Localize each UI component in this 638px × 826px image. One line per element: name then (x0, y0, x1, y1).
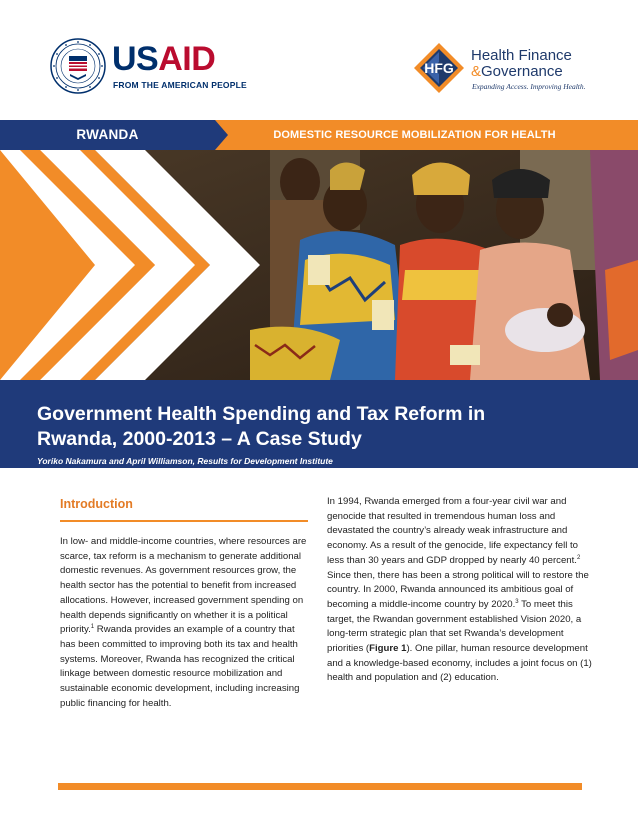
right-column (327, 495, 595, 686)
svg-text:HFG: HFG (424, 60, 454, 76)
hfg-mark-icon (413, 42, 465, 94)
hfg-tagline: Expanding Access. Improving Health. (472, 82, 586, 91)
usaid-seal-icon (50, 38, 106, 94)
band-country-label: RWANDA (76, 127, 139, 142)
hfg-logo (413, 42, 598, 100)
document-title-line2: Rwanda, 2000-2013 – A Case Study (37, 428, 362, 450)
document-title (37, 402, 617, 452)
document-authors: Yoriko Nakamura and April Williamson, Results for Development Institute (37, 456, 333, 466)
series-band (0, 120, 638, 150)
usaid-wordmark: USAID (112, 40, 216, 78)
band-series-label: DOMESTIC RESOURCE MOBILIZATION FOR HEALTH (273, 129, 556, 141)
hfg-title: Health Finance (471, 47, 572, 64)
section-heading: Introduction (60, 497, 133, 511)
title-band (0, 380, 638, 468)
footnote-ref[interactable]: 2 (576, 554, 581, 561)
hero-image (0, 150, 638, 380)
usaid-tagline: FROM THE AMERICAN PEOPLE (113, 80, 247, 90)
footnote-ref[interactable]: 1 (90, 624, 95, 631)
document-title-line1: Government Health Spending and Tax Reform in (37, 403, 486, 425)
left-column (60, 496, 308, 711)
figure-reference[interactable]: Figure 1 (369, 643, 407, 655)
chevron-graphic (0, 150, 260, 380)
hfg-title-line2: &Governance (471, 63, 563, 80)
footer-rule (58, 783, 582, 790)
usaid-logo (50, 38, 255, 98)
footnote-ref[interactable]: 3 (515, 598, 519, 605)
intro-paragraph-right: In 1994, Rwanda emerged from a four-year civil war and genocide that resulted in tremendous human loss and devastated the country’s already weak infrastructure and economy. As a result of the genocide, life expectancy fell to less than 30 years and GDP dropped by nearly 40 percent.$^2$ Since then, there has been a strong political will to restore the country. In 2000, Rwanda announced its ambitious goal of becoming a middle-income country by 2020.$^3$ To meet this target, the Rwandan government established Vision 2020, a long-term strategic plan that set Rwanda’s development priorities (Figure 1). One pillar, human resource development and a knowledge-based economy, includes a joint focus on (1) health and population and (2) education. (327, 496, 592, 684)
intro-paragraph-left: In low- and middle-income countries, where resources are scarce, tax reform is a mechanism to generate additional domestic revenues. As government resources grow, the health sector has the potential to benefit from increased allocations. However, increased government spending on health depends significantly on whether it is a political priority.$^1$ Rwanda provides an example of a country that has been committed to improving both its tax and health systems. Moreover, Rwanda has recognized the critical linkage between domestic resource mobilization and sustainable economic development, including increasing public financing for health. (60, 536, 307, 709)
section-divider (60, 520, 308, 522)
